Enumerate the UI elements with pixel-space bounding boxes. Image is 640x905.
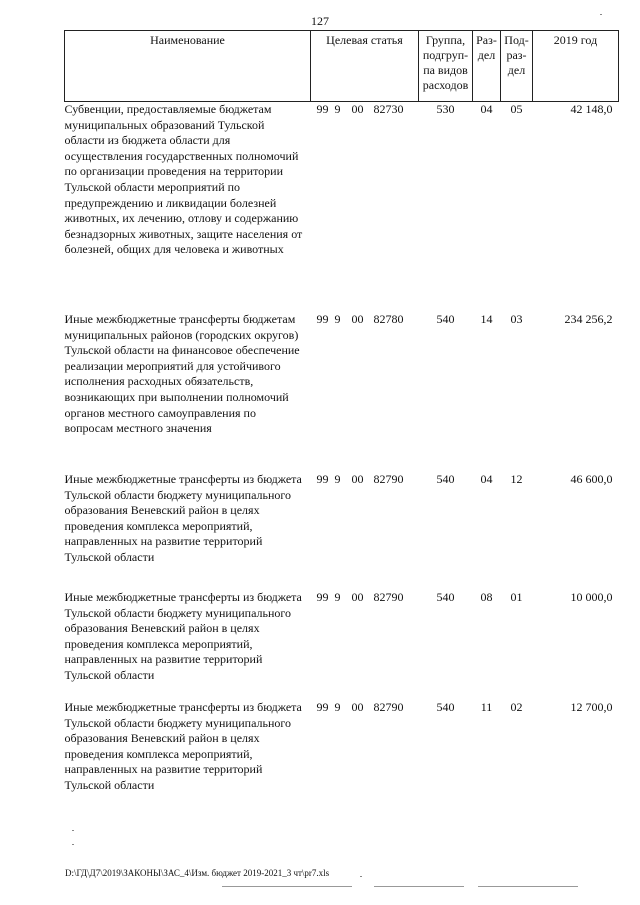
row-section: 14 xyxy=(480,312,493,326)
scan-speck xyxy=(72,844,74,845)
target-part: 82790 xyxy=(373,700,404,714)
scan-line xyxy=(374,886,464,887)
row-target-article xyxy=(311,700,419,820)
target-part: 82790 xyxy=(373,590,404,604)
target-part: 00 xyxy=(351,102,364,116)
target-part: 00 xyxy=(351,472,364,486)
target-part: 99 xyxy=(316,472,329,486)
target-part: 00 xyxy=(351,590,364,604)
target-part: 9 xyxy=(334,590,341,604)
target-part: 82730 xyxy=(373,102,404,116)
scan-speck xyxy=(600,14,602,15)
row-target-article xyxy=(311,312,419,472)
row-target-article xyxy=(311,590,419,700)
row-name: Иные межбюджетные трансферты бюджетам муниципальных районов (городских округов) Тульской области на финансовое обеспечение реализации мероприятий для устойчивого исполнения расходных обязательств, возникающих при выполнении полномочий органов местного самоуправления по вопросам местного значения xyxy=(64,312,300,436)
target-part: 82780 xyxy=(373,312,404,326)
target-part: 99 xyxy=(316,312,329,326)
scan-line xyxy=(478,886,578,887)
target-part: 82790 xyxy=(373,472,404,486)
target-part: 99 xyxy=(316,700,329,714)
budget-table xyxy=(64,30,619,820)
target-part: 99 xyxy=(316,102,329,116)
row-group: 540 xyxy=(436,590,455,604)
row-amount: 234 256,2 xyxy=(564,312,613,326)
row-amount: 46 600,0 xyxy=(570,472,613,486)
row-amount: 42 148,0 xyxy=(570,102,613,116)
target-part: 00 xyxy=(351,312,364,326)
row-amount: 10 000,0 xyxy=(570,590,613,604)
row-name: Иные межбюджетные трансферты из бюджета Тульской области бюджету муниципального образования Веневский район в целях проведения комплекса мероприятий, направленных на развитие территорий Тульской области xyxy=(64,590,302,682)
table-row xyxy=(65,472,619,590)
row-group: 530 xyxy=(436,102,455,116)
header-group: Группа, подгруп- па видов расходов xyxy=(419,31,473,102)
target-part: 9 xyxy=(334,472,341,486)
row-subsection: 12 xyxy=(510,472,523,486)
row-group: 540 xyxy=(436,700,455,714)
table-row xyxy=(65,700,619,820)
table-row xyxy=(65,102,619,313)
row-subsection: 03 xyxy=(510,312,523,326)
row-section: 08 xyxy=(480,590,493,604)
target-part: 9 xyxy=(334,102,341,116)
scan-line xyxy=(222,886,352,887)
footer-file-path: D:\ГД\Д7\2019\ЗАКОНЫ\ЗАС_4\Изм. бюджет 2019-2021_3 чт\pr7.xls xyxy=(65,868,330,878)
row-subsection: 02 xyxy=(510,700,523,714)
table-header-row xyxy=(65,31,619,102)
row-group: 540 xyxy=(436,312,455,326)
row-target-article xyxy=(311,472,419,590)
row-target-article xyxy=(311,102,419,313)
row-section: 04 xyxy=(480,102,493,116)
header-name: Наименование xyxy=(65,31,311,102)
page-number: 127 xyxy=(311,14,329,28)
row-group: 540 xyxy=(436,472,455,486)
table-row xyxy=(65,590,619,700)
target-part: 99 xyxy=(316,590,329,604)
row-amount: 12 700,0 xyxy=(570,700,613,714)
header-section: Раз- дел xyxy=(473,31,501,102)
row-name: Субвенции, предоставляемые бюджетам муниципальных образований Тульской области из бюджета области для осуществления государственных полномочий по организации проведения на территории Тульской области мероприятий по предупреждению и ликвидации болезней животных, их лечению, отлову и содержанию безнадзорных животных, защите населения от болезней, общих для человека и животных xyxy=(64,102,303,257)
row-section: 04 xyxy=(480,472,493,486)
row-subsection: 05 xyxy=(510,102,523,116)
row-section: 11 xyxy=(480,700,493,714)
header-year: 2019 год xyxy=(533,31,619,102)
target-part: 9 xyxy=(334,700,341,714)
header-subsection: Под- раз- дел xyxy=(501,31,533,102)
row-name: Иные межбюджетные трансферты из бюджета Тульской области бюджету муниципального образования Веневский район в целях проведения комплекса мероприятий, направленных на развитие территорий Тульской области xyxy=(64,472,302,564)
row-subsection: 01 xyxy=(510,590,523,604)
target-part: 00 xyxy=(351,700,364,714)
row-name: Иные межбюджетные трансферты из бюджета Тульской области бюджету муниципального образования Веневский район в целях проведения комплекса мероприятий, направленных на развитие территорий Тульской области xyxy=(64,700,302,792)
table-row xyxy=(65,312,619,472)
scan-speck xyxy=(360,876,362,877)
scan-speck xyxy=(72,830,74,831)
header-target-article: Целевая статья xyxy=(311,31,419,102)
target-part: 9 xyxy=(334,312,341,326)
